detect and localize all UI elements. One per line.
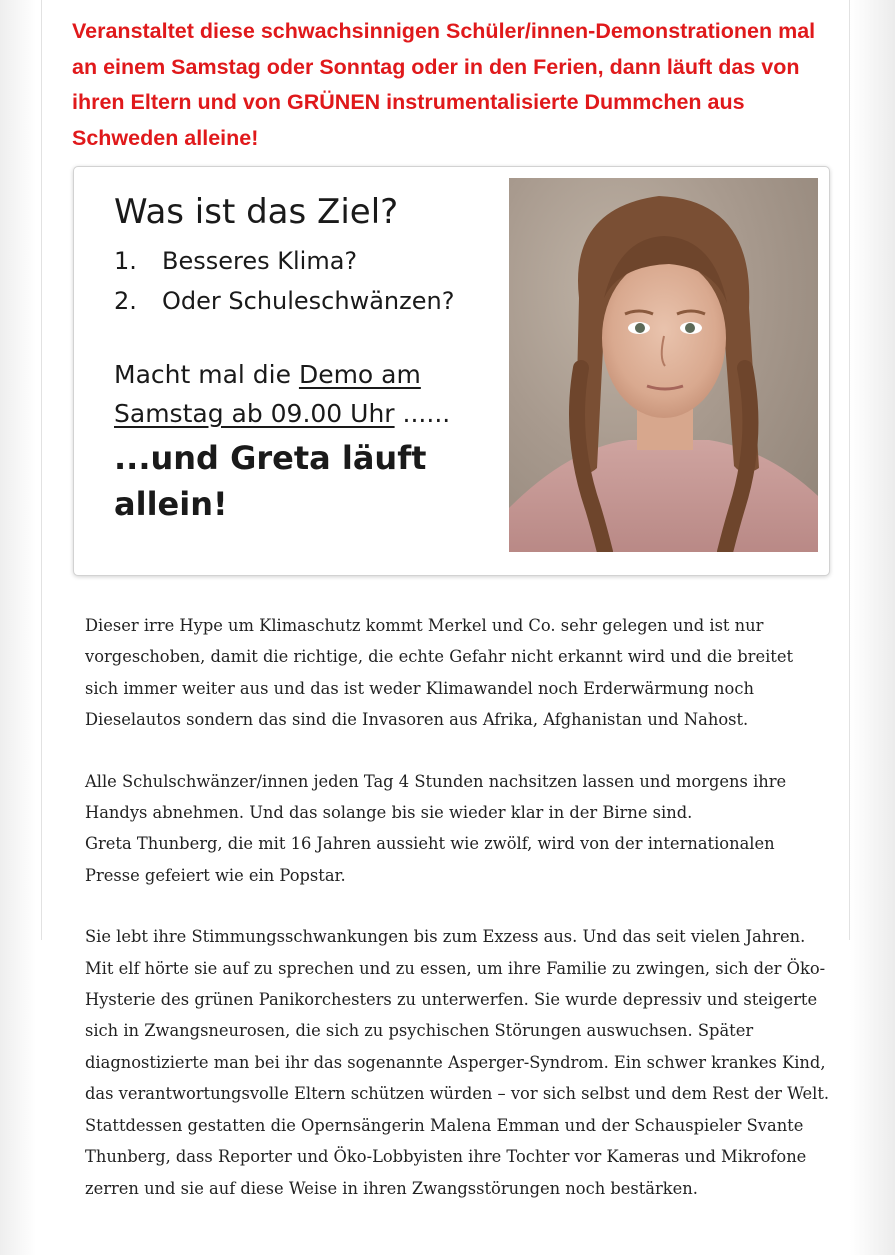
article-paragraph: Alle Schulschwänzer/innen jeden Tag 4 Stunden nachsitzen lassen und morgens ihre Handys abnehmen. Und das solange bis sie wieder klar in der Birne sind. [85, 771, 787, 823]
headline: Veranstaltet diese schwachsinnigen Schüler/innen-Demonstrationen mal an einem Samstag oder Sonntag oder in den Ferien, dann läuft das von ihren Eltern und von GRÜNEN instrumentalisierte Dummchen aus Schweden alleine! [72, 19, 816, 150]
meme-question-list [114, 241, 514, 321]
meme-question-number: 1. [114, 247, 137, 275]
meme-question-item [114, 241, 514, 281]
article-body [85, 610, 830, 1234]
meme-question-text: Besseres Klima? [162, 247, 358, 275]
article-paragraph: Sie lebt ihre Stimmungsschwankungen bis zum Exzess aus. Und das seit vielen Jahren. Mit elf hörte sie auf zu sprechen und zu essen, um ihre Familie zu zwingen, sich der Öko-Hysterie des grünen Panikorchesters zu unterwerfen. Sie wurde depressiv und steigerte sich in Zwangsneurosen, die sich zu psychischen Störungen auswuchsen. Später diagnostizierte man bei ihr das sogenannte Asperger-Syndrom. Ein schwer krankes Kind, das verantwortungsvolle Eltern schützen würden – vor sich selbst und dem Rest der Welt. Stattdessen gestatten die Opernsängerin Malena Emman und der Schauspieler Svante Thunberg, dass Reporter und Öko-Lobbyisten ihre Tochter vor Kameras und Mikrofone zerren und sie auf diese Weise in ihren Zwangsstörungen noch bestärken. [85, 927, 830, 1198]
article-paragraph: Dieser irre Hype um Klimaschutz kommt Merkel und Co. sehr gelegen und ist nur vorgeschoben, damit die richtige, die echte Gefahr nicht erkannt wird und die breitet sich immer weiter aus und das ist weder Klimawandel noch Erderwärmung noch Dieselautos sondern das sind die Invasoren aus Afrika, Afghanistan und Nahost. [85, 616, 794, 730]
column-border-left [41, 0, 42, 940]
meme-text-block [114, 189, 514, 527]
meme-question-text: Oder Schuleschwänzen? [162, 287, 455, 315]
meme-title: Was ist das Ziel? [114, 192, 399, 232]
meme-punchline: ...und Greta läuft allein! [114, 439, 427, 523]
meme-cta-suffix: ...... [394, 399, 451, 428]
meme-call-to-action [114, 355, 514, 433]
portrait-illustration [509, 178, 818, 552]
meme-cta-prefix: Macht mal die [114, 360, 299, 389]
article-paragraph: Greta Thunberg, die mit 16 Jahren aussieht wie zwölf, wird von der internationalen Presse gefeiert wie ein Popstar. [85, 834, 775, 885]
column-border-right [849, 0, 850, 940]
portrait-photo [509, 178, 818, 552]
meme-question-item [114, 281, 514, 321]
meme-image [73, 166, 830, 576]
meme-cta-underlined: Demo am Samstag ab 09.00 Uhr [114, 360, 421, 428]
meme-question-number: 2. [114, 287, 137, 315]
